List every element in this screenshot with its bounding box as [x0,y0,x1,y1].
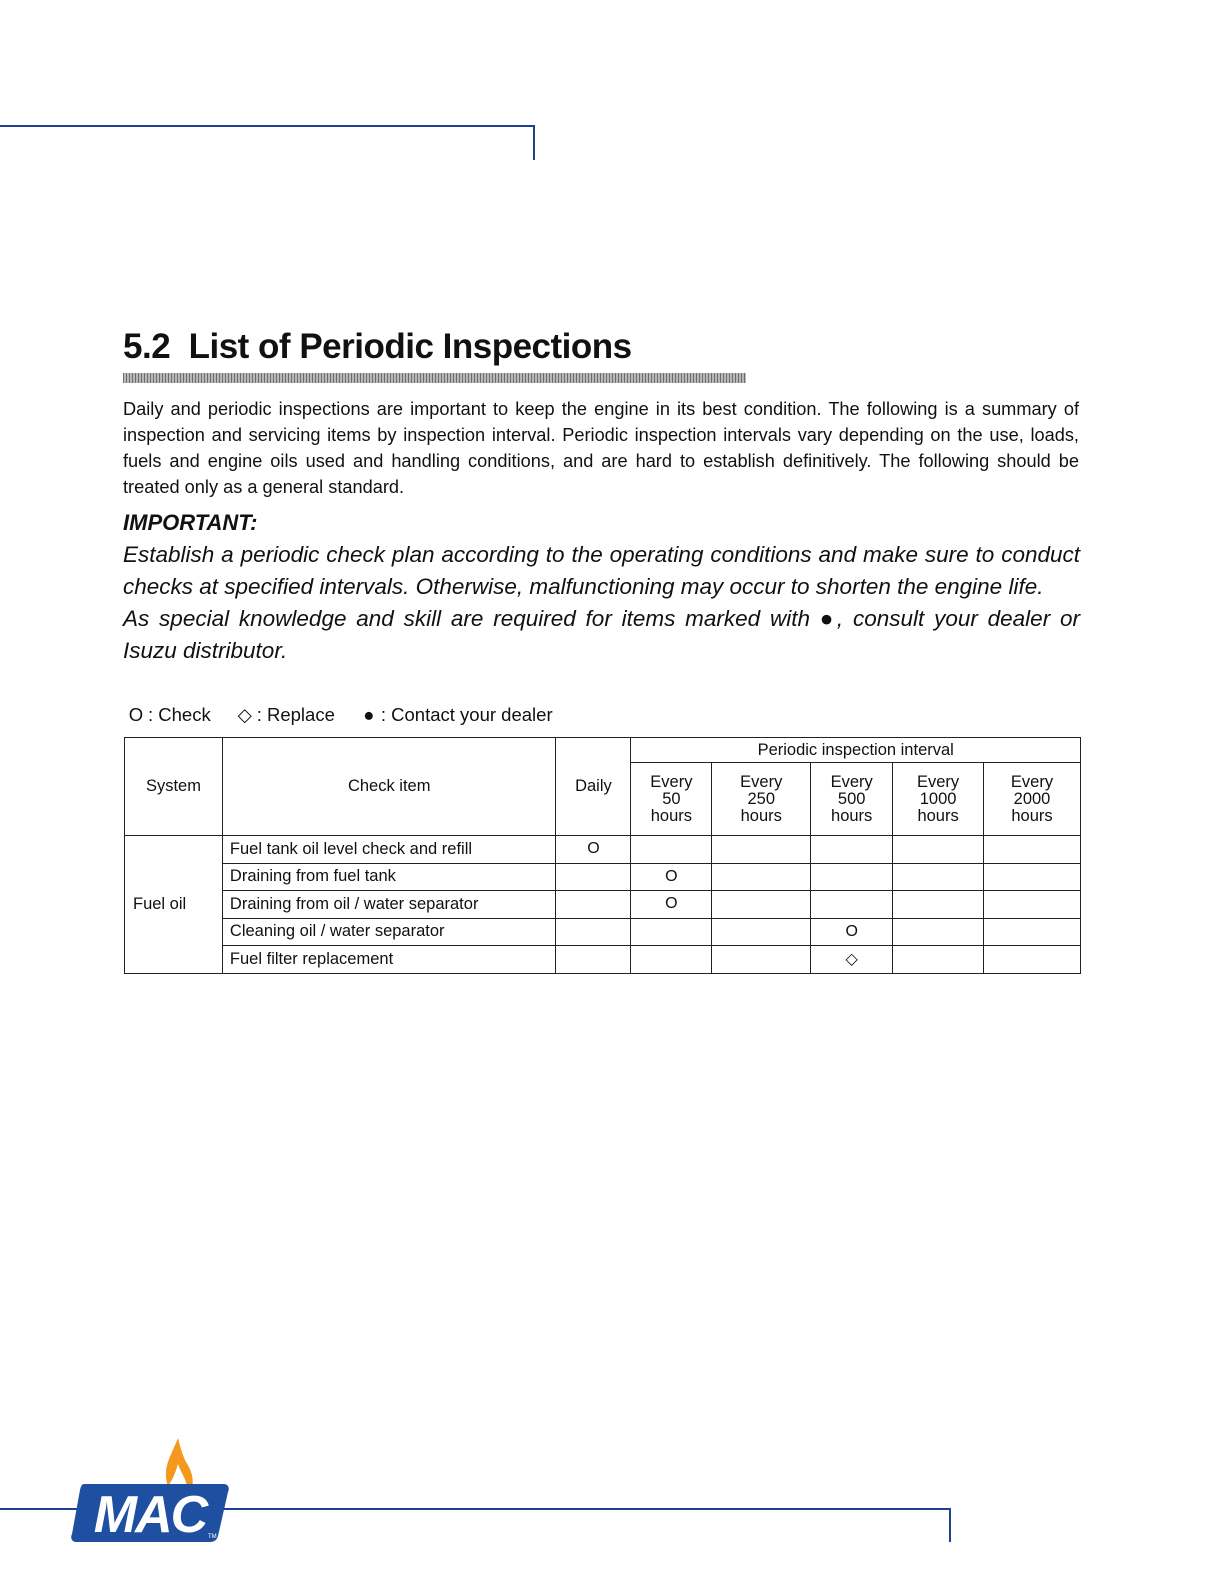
table-row [125,836,1081,864]
mark-cell [893,946,984,974]
important-text-2: As special knowledge and skill are required for items marked with ●, consult your dealer or Isuzu distributor. [123,606,1080,663]
logo-trademark: TM [208,1534,217,1540]
legend-replace: ◇ : Replace [233,704,335,726]
logo-text: MAC [93,1486,207,1542]
mark-cell [893,836,984,864]
mark-cell [811,891,893,919]
top-rule-tick [533,125,535,160]
dealer-dot-icon: ● [363,704,375,725]
check-item-cell: Cleaning oil / water separator [222,918,556,946]
header-interval-group: Periodic inspection interval [631,738,1081,763]
mark-cell [712,946,811,974]
mark-cell: O [631,891,712,919]
mark-cell [893,918,984,946]
mark-cell: ◇ [811,946,893,974]
important-notice [123,539,1080,667]
mark-cell [984,836,1081,864]
mark-cell [556,891,631,919]
mark-cell [712,863,811,891]
top-rule [0,125,535,127]
mark-cell [556,946,631,974]
section-title [123,327,632,367]
important-text-1: Establish a periodic check plan according to the operating conditions and make sure to conduct checks at specified intervals. Otherwise, malfunctioning may occur to shorten the engine life. [123,542,1080,599]
bottom-rule-tick [949,1508,951,1542]
mark-cell [984,946,1081,974]
replace-diamond-icon: ◇ [237,704,252,725]
check-item-cell: Draining from oil / water separator [222,891,556,919]
mark-cell: O [556,836,631,864]
check-item-cell: Fuel tank oil level check and refill [222,836,556,864]
mark-cell [556,863,631,891]
mark-cell [631,946,712,974]
mark-cell [811,863,893,891]
header-check-item: Check item [222,738,556,836]
mac-logo [70,1436,230,1542]
system-cell: Fuel oil [125,836,223,974]
header-interval-250: Every 250 hours [712,763,811,836]
mark-cell [712,918,811,946]
periodic-inspection-table [124,737,1081,974]
section-title-text: List of Periodic Inspections [188,327,632,366]
important-heading: IMPORTANT: [123,510,258,535]
header-system: System [125,738,223,836]
title-underline-bar [123,373,746,383]
symbol-legend [124,704,553,726]
mark-cell [556,918,631,946]
mark-cell [712,836,811,864]
header-interval-2000: Every 2000 hours [984,763,1081,836]
mark-cell [984,891,1081,919]
mark-cell [631,836,712,864]
mark-cell [631,918,712,946]
legend-dealer: ● : Contact your dealer [357,704,553,726]
mark-cell: O [631,863,712,891]
mark-cell [893,891,984,919]
mark-cell [712,891,811,919]
table-row [125,946,1081,974]
header-interval-500: Every 500 hours [811,763,893,836]
table-row [125,891,1081,919]
table-row [125,918,1081,946]
legend-check: O : Check [124,704,211,726]
header-interval-50: Every 50 hours [631,763,712,836]
mark-cell [984,863,1081,891]
mark-cell: O [811,918,893,946]
check-item-cell: Fuel filter replacement [222,946,556,974]
header-daily: Daily [556,738,631,836]
section-number: 5.2 [123,327,171,366]
header-interval-1000: Every 1000 hours [893,763,984,836]
check-item-cell: Draining from fuel tank [222,863,556,891]
check-circle-icon: O [128,704,144,725]
mark-cell [984,918,1081,946]
mark-cell [893,863,984,891]
mark-cell [811,836,893,864]
intro-paragraph: Daily and periodic inspections are important to keep the engine in its best condition. The following is a summary of inspection and servicing items by inspection interval. Periodic inspection intervals vary depending on the use, loads, fuels and engine oils used and handling conditions, and are hard to establish definitively. The following should be treated only as a general standard. [123,399,1079,497]
table-row [125,863,1081,891]
